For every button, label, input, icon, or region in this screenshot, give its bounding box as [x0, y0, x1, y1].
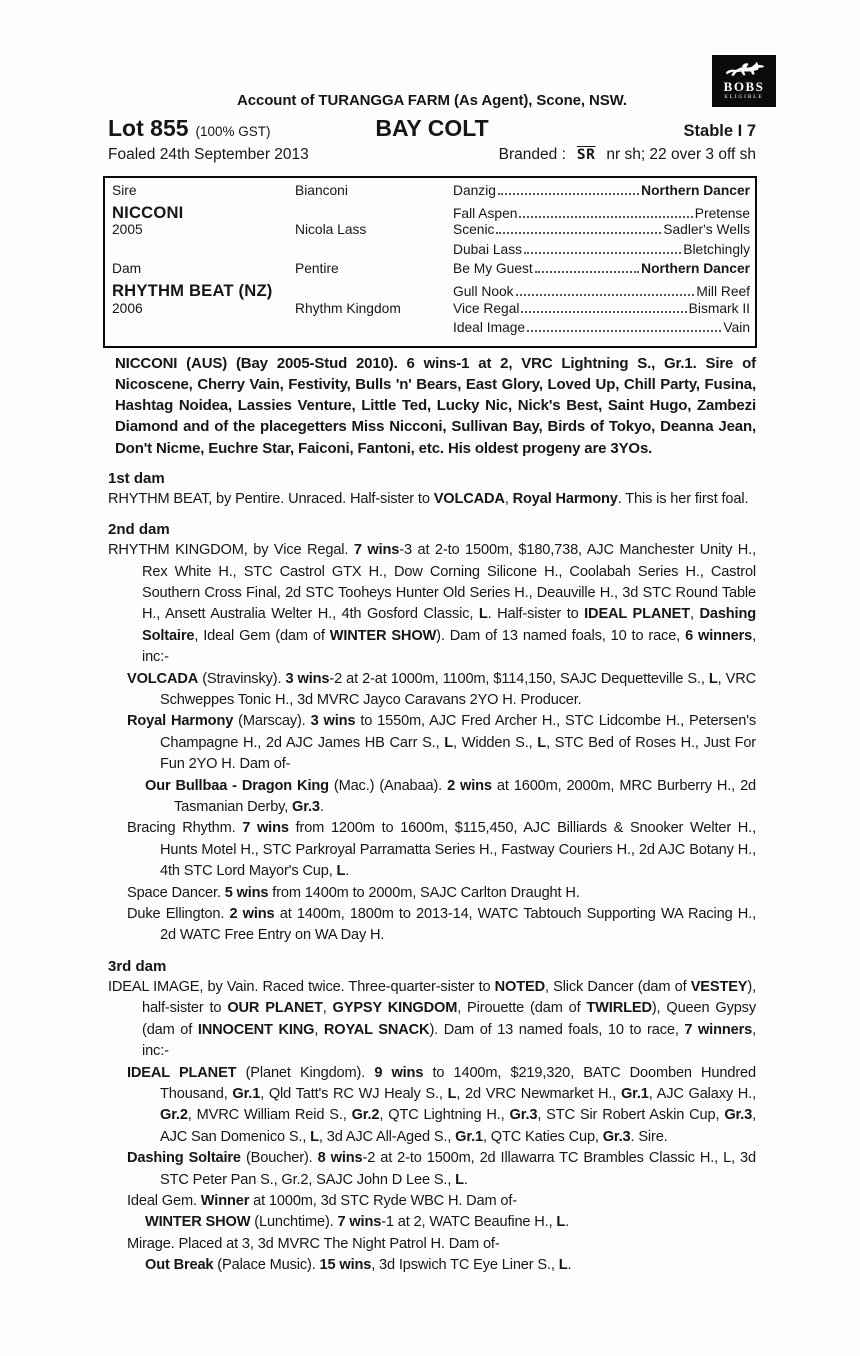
- pedigree-gen3-name: Scenic: [453, 222, 495, 238]
- pedigree-gen1-cell: Dam: [112, 261, 142, 277]
- pedigree-row: [105, 261, 755, 281]
- pedigree-row: [105, 320, 755, 340]
- dam-sections: [108, 470, 756, 1277]
- pedigree-gen3-cell: [453, 183, 755, 198]
- pedigree-row: [105, 301, 755, 321]
- brand-location: nr sh; 22 over 3 off sh: [606, 146, 756, 163]
- pedigree-paragraph: WINTER SHOW (Lunchtime). 7 wins-1 at 2, WATC Beaufine H., L.: [145, 1214, 570, 1231]
- pedigree-gen3-name: Danzig: [453, 183, 496, 198]
- pedigree-table: [103, 176, 757, 348]
- pedigree-gen3-value: Pretense: [694, 205, 750, 221]
- pedigree-gen1-cell: 2005: [112, 222, 143, 238]
- pedigree-gen2-cell: Rhythm Kingdom: [295, 300, 401, 316]
- pedigree-gen3-cell: [453, 320, 755, 335]
- pedigree-gen3-cell: [453, 261, 755, 276]
- pedigree-gen3-value: Mill Reef: [696, 283, 750, 299]
- leader-dots: [519, 216, 692, 218]
- pedigree-paragraph: IDEAL IMAGE, by Vain. Raced twice. Three-quarter-sister to NOTED, Slick Dancer (dam of VESTEY), half-sister to OUR PLANET, GYPSY KINGDOM, Pirouette (dam of TWIRLED), Queen Gypsy (dam of INNOCENT KING, ROYAL SNACK). Dam of 13 named foals, 10 to race, 7 winners, inc:-: [108, 978, 756, 1060]
- leader-dots: [496, 232, 661, 234]
- account-line: Account of TURANGGA FARM (As Agent), Scone, NSW.: [237, 92, 627, 109]
- pedigree-gen3-cell: [453, 242, 755, 257]
- pedigree-paragraph: Royal Harmony (Marscay). 3 wins to 1550m, AJC Fred Archer H., STC Lidcombe H., Petersen's Champagne H., 2d AJC James HB Carr S., L, Widden S., L, STC Bed of Roses H., Just For Fun 2YO H. Dam of-: [127, 713, 757, 773]
- lot-row: [108, 115, 756, 143]
- pedigree-row: [105, 222, 755, 242]
- pedigree-paragraph: Bracing Rhythm. 7 wins from 1200m to 1600m, $115,450, AJC Billiards & Snooker Welter H., Hunts Motel H., STC Parkroyal Parramatta Series H., Fastway Couriers H., 2d AJC Botany H., 4th STC Lord Mayor's Cup, L.: [127, 820, 756, 880]
- lot-number: Lot 855: [108, 115, 189, 141]
- stable-number: Stable I 7: [683, 122, 756, 140]
- bobs-title: BOBS: [723, 79, 765, 94]
- pedigree-gen1-cell: 2006: [112, 300, 143, 316]
- page-content: [108, 92, 756, 1277]
- foaled-date: Foaled 24th September 2013: [108, 146, 309, 163]
- pedigree-gen3-name: Vice Regal: [453, 300, 520, 316]
- bobs-horse-icon: [718, 61, 770, 79]
- pedigree-gen3-name: Gull Nook: [453, 283, 514, 299]
- pedigree-gen3-cell: [453, 301, 755, 316]
- pedigree-gen3-value: Sadler's Wells: [663, 222, 750, 238]
- pedigree-gen2-cell: Nicola Lass: [295, 222, 367, 238]
- pedigree-paragraph: IDEAL PLANET (Planet Kingdom). 9 wins to 1400m, $219,320, BATC Doomben Hundred Thousand, Gr.1, Qld Tatt's RC WJ Healy S., L, 2d VRC Newmarket H., Gr.1, AJC Galaxy H., Gr.2, MVRC William Reid S., Gr.2, QTC Lightning H., Gr.3, STC Sir Robert Askin Cup, Gr.3, AJC San Domenico S., L, 3d AJC All-Aged S., Gr.1, QTC Katies Cup, Gr.3. Sire.: [127, 1064, 757, 1145]
- pedigree-row: [105, 183, 755, 203]
- pedigree-gen3-cell: [453, 206, 755, 221]
- pedigree-gen2-cell: Pentire: [295, 261, 339, 277]
- brand-group: [499, 146, 756, 164]
- pedigree-gen3-name: Be My Guest: [453, 261, 533, 277]
- pedigree-gen3-cell: [453, 284, 755, 299]
- branded-label: Branded :: [498, 146, 566, 163]
- leader-dots: [521, 311, 686, 313]
- pedigree-row: [105, 281, 755, 301]
- gst-note: (100% GST): [195, 124, 271, 139]
- pedigree-paragraph: Out Break (Palace Music). 15 wins, 3d Ipswich TC Eye Liner S., L.: [145, 1257, 572, 1274]
- pedigree-paragraph: Dashing Soltaire (Boucher). 8 wins-2 at 2-to 1500m, 2d Illawarra TC Brambles Classic H., L, 3d STC Peter Pan S., Gr.2, SAJC John D Lee S., L.: [127, 1150, 756, 1188]
- pedigree-paragraph: Our Bullbaa - Dragon King (Mac.) (Anabaa). 2 wins at 1600m, 2000m, MRC Burberry H., 2d Tasmanian Derby, Gr.3.: [145, 777, 757, 816]
- pedigree-gen3-value: Bletchingly: [683, 241, 750, 257]
- pedigree-paragraph: RHYTHM KINGDOM, by Vice Regal. 7 wins-3 at 2-to 1500m, $180,738, AJC Manchester Unity H., Rex White H., STC Castrol GTX H., Dow Corning Silicone H., Coolabah Series H., Castrol Southern Cross Final, 2d STC Tooheys Hunter Old Series H., Deauville H., 3d STC Round Table H., Ansett Australia Welter H., 4th Gosford Classic, L. Half-sister to IDEAL PLANET, Dashing Soltaire, Ideal Gem (dam of WINTER SHOW). Dam of 13 named foals, 10 to race, 6 winners, inc:-: [108, 542, 757, 666]
- pedigree-paragraph: Ideal Gem. Winner at 1000m, 3d STC Ryde WBC H. Dam of-: [127, 1192, 517, 1209]
- leader-dots: [527, 330, 721, 332]
- pedigree-paragraph: RHYTHM BEAT, by Pentire. Unraced. Half-sister to VOLCADA, Royal Harmony. This is her first foal.: [108, 490, 749, 507]
- pedigree-gen1-cell: Sire: [112, 183, 137, 198]
- pedigree-gen3-cell: [453, 222, 755, 237]
- leader-dots: [516, 294, 695, 296]
- dam-section-heading: 1st dam: [108, 469, 165, 487]
- bobs-subtitle: ELIGIBLE: [724, 94, 764, 100]
- pedigree-gen1-cell: RHYTHM BEAT (NZ): [112, 280, 273, 300]
- pedigree-paragraph: Mirage. Placed at 3, 3d MVRC The Night Patrol H. Dam of-: [127, 1235, 500, 1252]
- pedigree-gen3-name: Dubai Lass: [453, 241, 523, 257]
- pedigree-gen2-cell: Bianconi: [295, 183, 348, 198]
- pedigree-row: [105, 203, 755, 223]
- pedigree-paragraph: Duke Ellington. 2 wins at 1400m, 1800m to 2013-14, WATC Tabtouch Supporting WA Racing H., 2d WATC Free Entry on WA Day H.: [127, 906, 756, 944]
- pedigree-gen3-value: Northern Dancer: [641, 183, 750, 198]
- pedigree-gen3-name: Fall Aspen: [453, 205, 518, 221]
- sire-summary: NICCONI (AUS) (Bay 2005-Stud 2010). 6 wins-1 at 2, VRC Lightning S., Gr.1. Sire of Nicoscene, Cherry Vain, Festivity, Bulls 'n' Bears, East Glory, Loved Up, Chill Party, Fusina, Hashtag Noidea, Lassies Venture, Little Ted, Lucky Nic, Nick's Best, Saint Hugo, Zambezi Diamond and of the placegetters Miss Nicconi, Sullivan Bay, Birds of Tokyo, Deanna Jean, Don't Nicme, Euchre Star, Faiconi, Fantoni, etc. His oldest progeny are 3YOs.: [115, 354, 756, 457]
- dam-section-heading: 3rd dam: [108, 957, 167, 975]
- leader-dots: [524, 252, 681, 254]
- pedigree-paragraph: Space Dancer. 5 wins from 1400m to 2000m, SAJC Carlton Draught H.: [127, 884, 580, 901]
- pedigree-gen3-name: Ideal Image: [453, 320, 526, 336]
- leader-dots: [535, 271, 639, 273]
- leader-dots: [498, 193, 639, 195]
- page-title: BAY COLT: [375, 115, 489, 141]
- pedigree-gen1-cell: NICCONI: [112, 202, 184, 222]
- foaled-row: [108, 146, 756, 164]
- brand-mark: $\overline{SR}$: [576, 147, 596, 163]
- dam-section-heading: 2nd dam: [108, 521, 170, 539]
- pedigree-row: [105, 242, 755, 262]
- pedigree-gen3-value: Bismark II: [688, 300, 750, 316]
- pedigree-gen3-value: Vain: [723, 320, 750, 336]
- pedigree-gen3-value: Northern Dancer: [641, 261, 750, 277]
- pedigree-paragraph: VOLCADA (Stravinsky). 3 wins-2 at 2-at 1000m, 1100m, $114,150, SAJC Dequetteville S., L, VRC Schweppes Tonic H., 3d MVRC Jayco Caravans 2YO H. Producer.: [127, 670, 756, 709]
